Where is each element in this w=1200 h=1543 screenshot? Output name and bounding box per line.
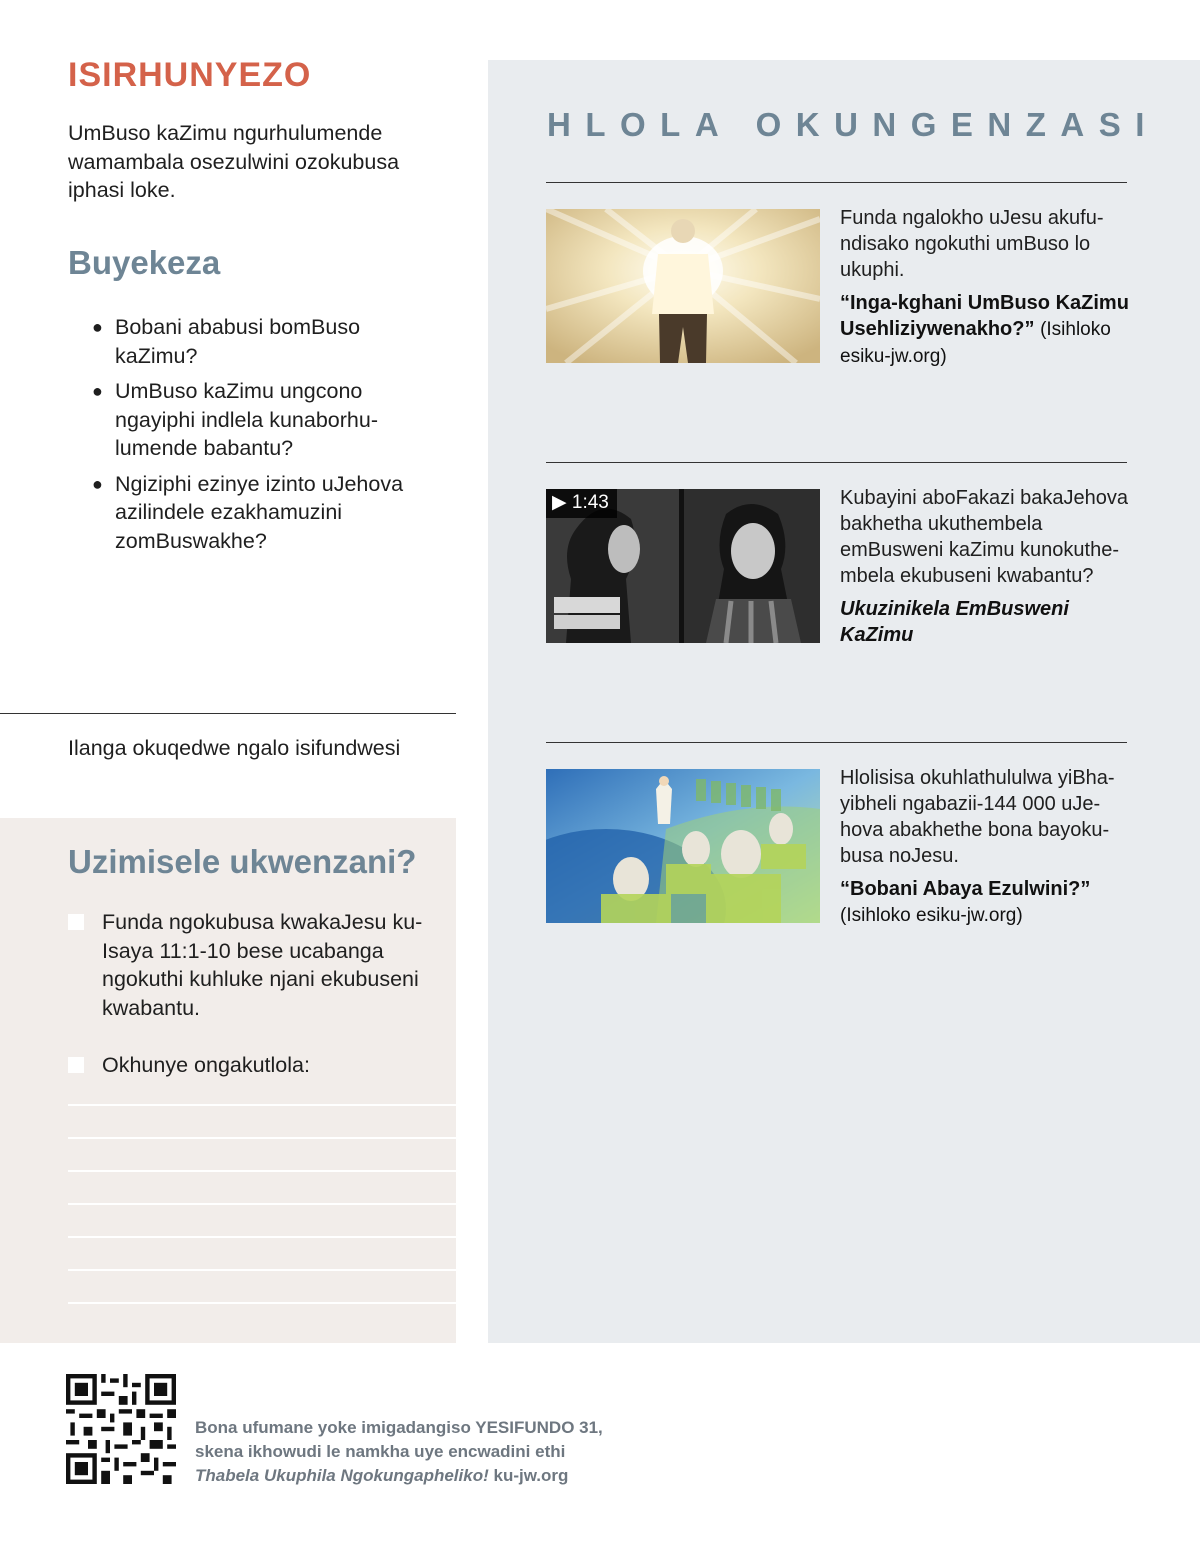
video-link[interactable]: Ukuzinikela EmBusweni KaZimu bbox=[840, 598, 1069, 646]
goal-item: Okhunye ongakutlola: bbox=[68, 1051, 438, 1080]
bullet-icon: ● bbox=[92, 317, 103, 337]
review-list bbox=[92, 313, 437, 562]
writing-lines[interactable] bbox=[68, 1104, 456, 1335]
explore-heading: HLOLA OKUNGENZASI bbox=[547, 106, 1159, 143]
checkbox-icon[interactable] bbox=[68, 1057, 84, 1073]
divider bbox=[546, 742, 1127, 743]
goal-heading: Uzimisele ukwenzani? bbox=[68, 843, 417, 880]
goal-item: Funda ngokubusa kwakaJesu ku-Isaya 11:1-10 bese ucabanga ngokuthi kuhluke njani ekubuseni kwabantu. bbox=[68, 908, 438, 1022]
bullet-icon: ● bbox=[92, 381, 103, 401]
item-description: Hlolisisa okuhlathululwa yiBhayibheli ngabazii-144 000 uJehova abakhethe bona bayokubusa noJesu. bbox=[840, 767, 1115, 867]
completion-date-label: Ilanga okuqedwe ngalo isifundwesi bbox=[68, 736, 401, 760]
footer-text: Bona ufumane yoke imigadangiso YESIFUNDO 31, skena ikhowudi le namkha uye encwadini ethi Thabela Ukuphila Ngokungapheliko! ku-jw.org bbox=[195, 1418, 603, 1485]
review-heading: Buyekeza bbox=[68, 244, 221, 281]
bullet-icon: ● bbox=[92, 473, 103, 494]
review-question: ● Bobani ababusi bomBuso kaZimu? bbox=[92, 315, 361, 368]
divider bbox=[0, 713, 456, 714]
divider bbox=[546, 462, 1127, 463]
item-description: Funda ngalokho uJesu akufundisako ngokuthi umBuso lo ukuphi. bbox=[840, 207, 1104, 281]
article-link[interactable]: “Bobani Abaya Ezulwini?” (Isihloko esiku-jw.org) bbox=[840, 878, 1091, 926]
article-link[interactable]: “Inga-kghani UmBuso KaZimu Usehliziywenakho?” (Isihloko esiku-jw.org) bbox=[840, 292, 1129, 367]
website-link[interactable]: ku-jw.org bbox=[493, 1466, 569, 1485]
prisoner-photo-video-thumbnail[interactable] bbox=[546, 489, 820, 643]
review-question: ● Ngiziphi ezinye izinto uJehova azilindele ezakhamuzini zomBuswakhe? bbox=[92, 471, 404, 553]
summary-text: UmBuso kaZimu ngurhulumende wamambala osezulwini ozokubusa iphasi loke. bbox=[68, 121, 400, 202]
item-description: Kubayini aboFakazi bakaJehova bakhetha ukuthembela emBusweni kaZimu kunokuthembela ekubuseni kwabantu? bbox=[840, 487, 1128, 587]
video-duration-badge: ▶ 1:43 bbox=[546, 489, 617, 518]
review-question: ● UmBuso kaZimu ungcono ngayiphi indlela kunaborhulumende babantu? bbox=[92, 379, 378, 460]
book-title: Thabela Ukuphila Ngokungapheliko! bbox=[195, 1466, 489, 1485]
heavenly-rulers-illustration[interactable] bbox=[546, 769, 820, 923]
divider bbox=[546, 182, 1127, 183]
summary-heading: ISIRHUNYEZO bbox=[68, 56, 312, 94]
qr-code[interactable] bbox=[66, 1374, 176, 1484]
jesus-in-light-illustration[interactable] bbox=[546, 209, 820, 363]
checkbox-icon[interactable] bbox=[68, 914, 84, 930]
